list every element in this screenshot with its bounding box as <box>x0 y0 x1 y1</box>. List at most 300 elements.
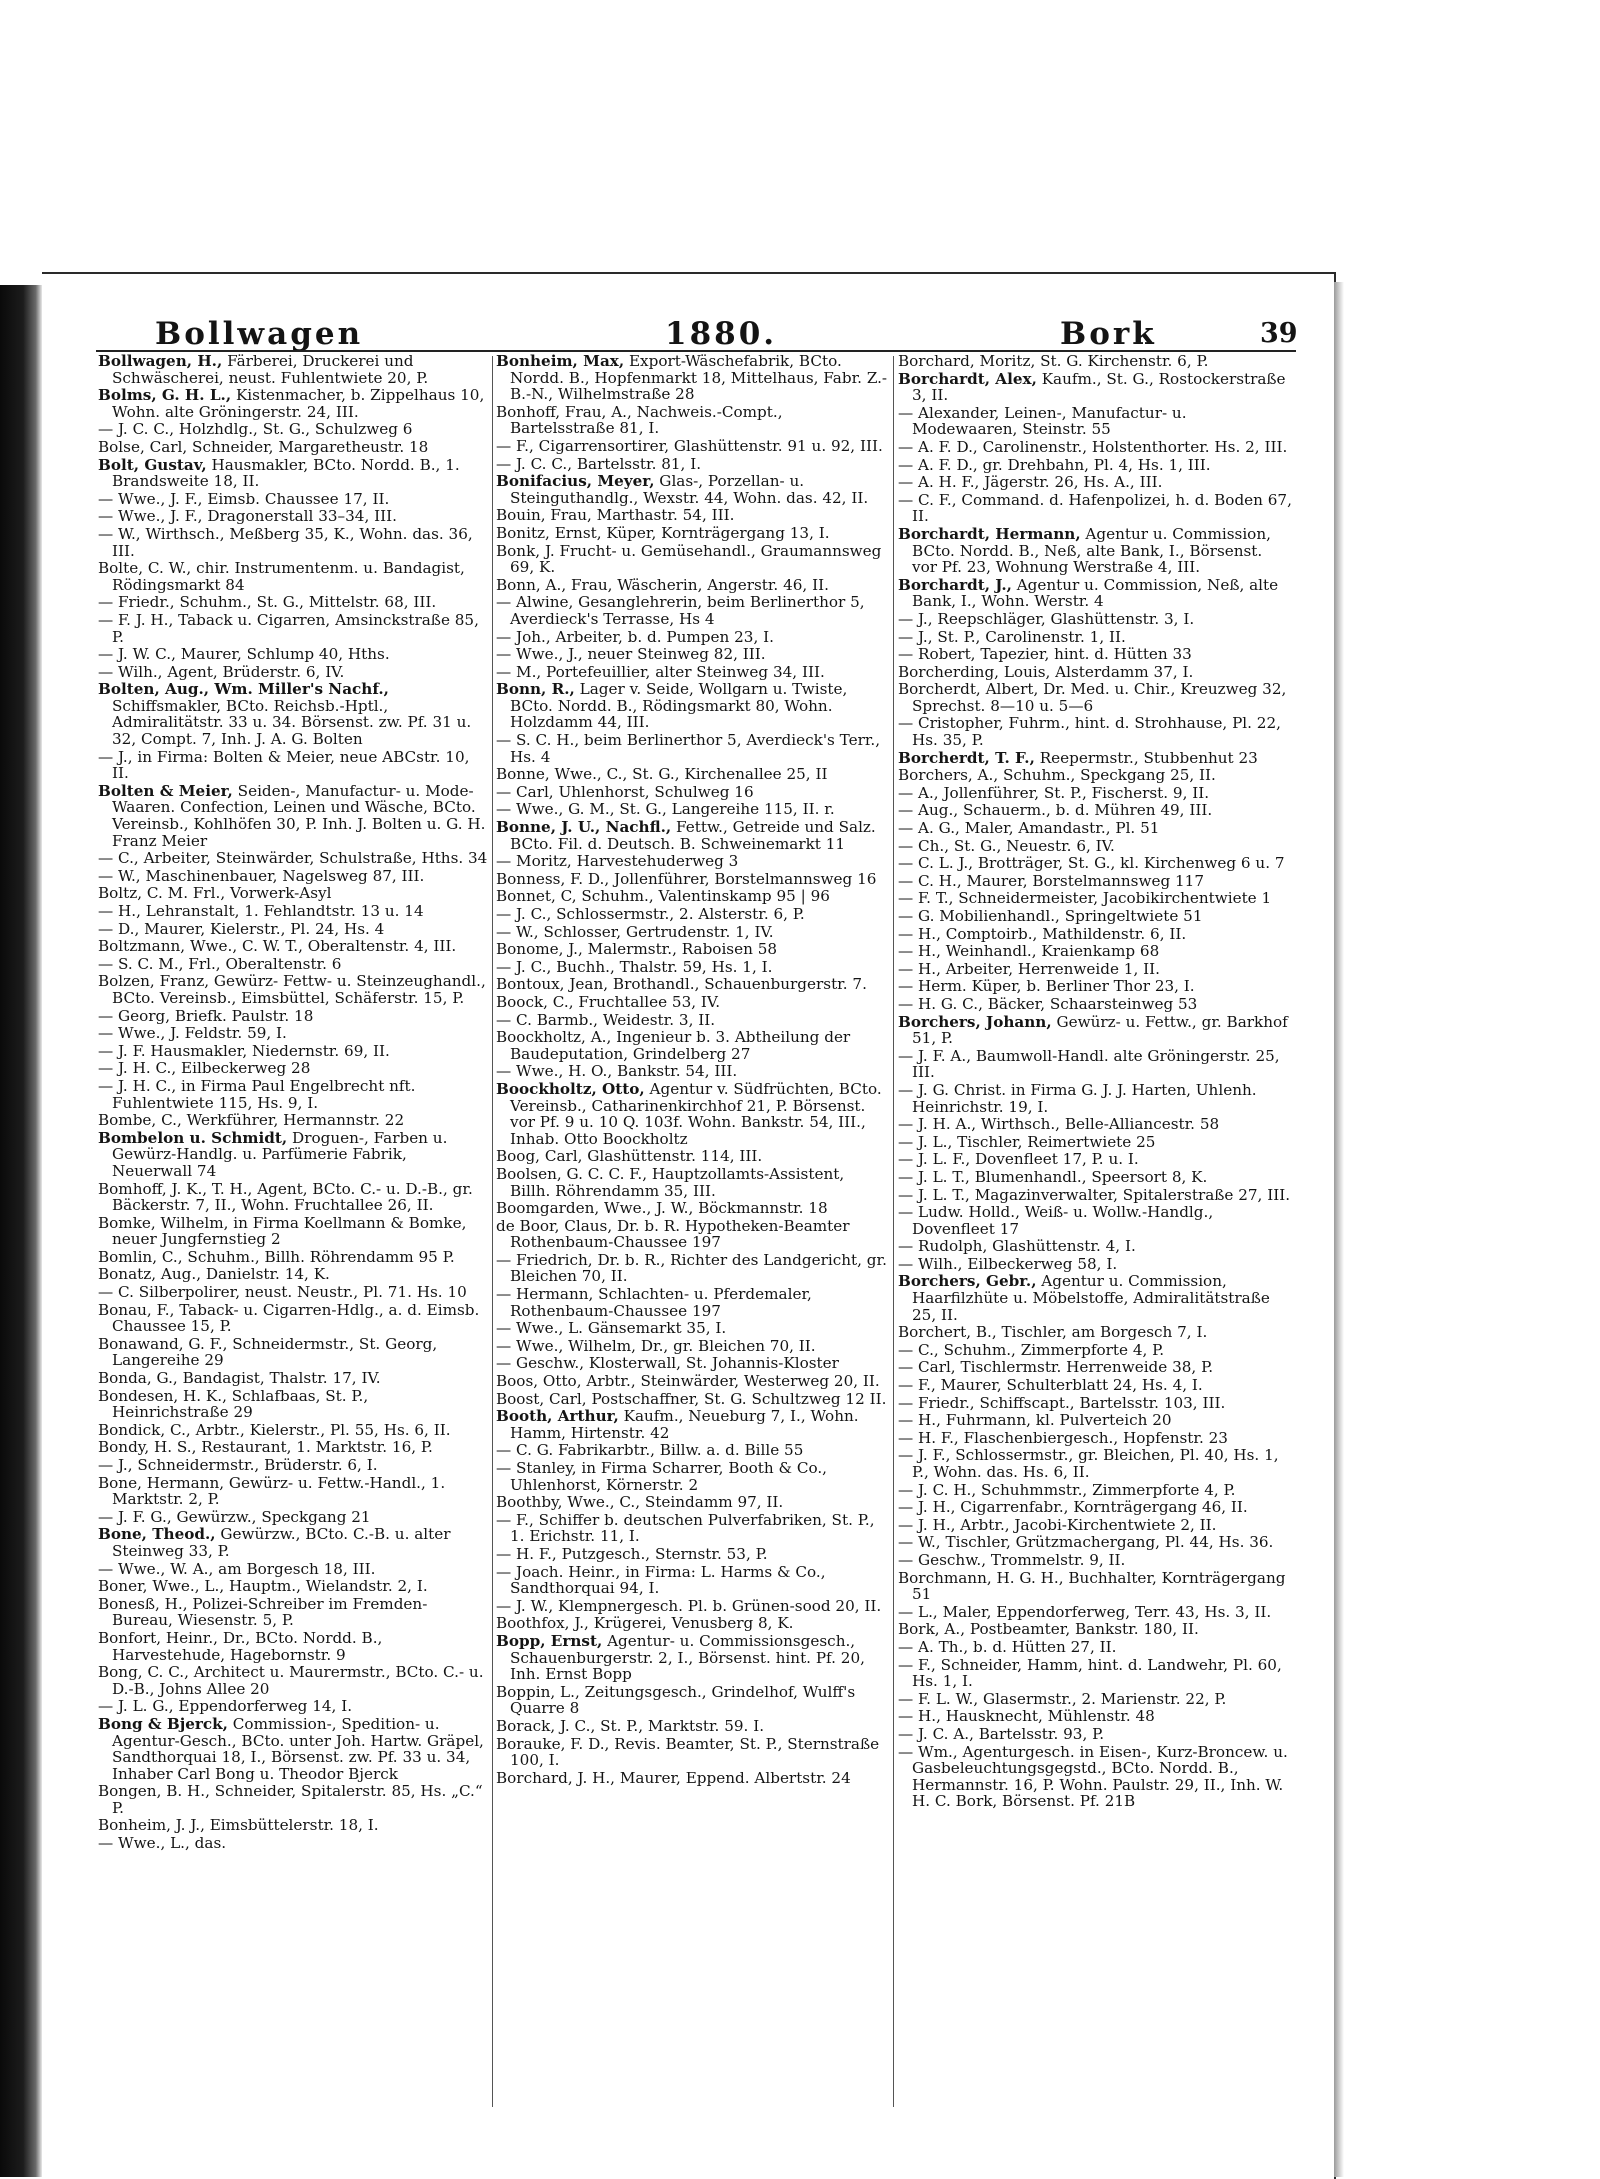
entry-text: Borchmann, H. G. H., Buchhalter, Kornträgergang 51 <box>898 1569 1285 1604</box>
directory-entry <box>98 1078 488 1111</box>
entry-text: — C. Barmb., Weidestr. 3, II. <box>496 1011 715 1029</box>
entry-text: — H., Arbeiter, Herrenweide 1, II. <box>898 960 1160 978</box>
entry-text: — H. F., Flaschenbiergesch., Hopfenstr. 23 <box>898 1429 1228 1447</box>
entry-text: Boockholtz, A., Ingenieur b. 3. Abtheilung der Baudeputation, Grindelberg 27 <box>496 1028 850 1063</box>
directory-entry <box>898 611 1292 628</box>
directory-entry <box>898 681 1292 714</box>
directory-entry <box>898 1082 1292 1115</box>
directory-entry <box>496 1012 888 1029</box>
entry-text: Bonau, F., Taback- u. Cigarren-Hdlg., a. d. Eimsb. Chaussee 15, P. <box>98 1301 479 1336</box>
entry-text: — Alwine, Gesanglehrerin, beim Berlinerthor 5, Averdieck's Terrasse, Hs 4 <box>496 593 865 628</box>
entry-text: Gewürz- u. Fettw., gr. Barkhof 51, P. <box>912 1013 1288 1048</box>
directory-entry <box>898 474 1292 491</box>
entry-text: — J. F. A., Baumwoll-Handl. alte Gröningerstr. 25, III. <box>898 1047 1280 1082</box>
directory-entry <box>898 1726 1292 1743</box>
entry-bold-name: Bollwagen, H., <box>98 353 222 370</box>
entry-bold-name: Borchardt, J., <box>898 576 1012 594</box>
directory-entry <box>898 1151 1292 1168</box>
entry-text: — J. F. Hausmakler, Niedernstr. 69, II. <box>98 1042 390 1060</box>
directory-entry <box>496 1166 888 1199</box>
directory-entry <box>496 1148 888 1165</box>
entry-bold-name: Booth, Arthur, <box>496 1407 619 1425</box>
directory-entry <box>898 926 1292 943</box>
entry-text: Bongen, B. H., Schneider, Spitalerstr. 85, Hs. „C.“ P. <box>98 1782 483 1817</box>
entry-text: — J. H., Cigarrenfabr., Kornträgergang 46, II. <box>898 1498 1248 1516</box>
running-head-year: 1880. <box>665 314 777 354</box>
entry-bold-name: Bonifacius, Meyer, <box>496 472 654 490</box>
page-edge-shadow <box>1334 282 1344 2177</box>
directory-entry <box>496 766 888 783</box>
entry-text: Gewürzw., BCto. C.-B. u. alter Steinweg 33, P. <box>112 1525 451 1560</box>
entry-bold-name: Bonheim, Max, <box>496 353 624 370</box>
entry-text: Borchers, A., Schuhm., Speckgang 25, II. <box>898 766 1216 784</box>
entry-text: Boner, Wwe., L., Hauptm., Wielandstr. 2, I. <box>98 1577 428 1595</box>
directory-entry <box>496 1320 888 1337</box>
entry-text: — Ch., St. G., Neuestr. 6, IV. <box>898 837 1115 855</box>
directory-entry <box>98 646 488 663</box>
directory-entry <box>898 1359 1292 1376</box>
entry-text: — F., Cigarrensortirer, Glashüttenstr. 91 u. 92, III. <box>496 437 883 455</box>
directory-entry <box>898 1116 1292 1133</box>
directory-entry <box>98 457 488 490</box>
directory-entry <box>98 1284 488 1301</box>
directory-entry <box>898 767 1292 784</box>
entry-text: Borcherding, Louis, Alsterdamm 37, I. <box>898 663 1193 681</box>
directory-entry <box>98 1716 488 1782</box>
directory-entry <box>496 888 888 905</box>
directory-entry <box>898 820 1292 837</box>
entry-text: — S. C. H., beim Berlinerthor 5, Averdieck's Terr., Hs. 4 <box>496 731 880 766</box>
directory-entry <box>496 906 888 923</box>
directory-entry <box>898 1169 1292 1186</box>
entry-text: — C. Silberpolirer, neust. Neustr., Pl. 71. Hs. 10 <box>98 1283 467 1301</box>
entry-text: Bontoux, Jean, Brothandl., Schauenburgerstr. 7. <box>496 975 867 993</box>
entry-text: Färberei, Druckerei und Schwäscherei, neust. Fuhlentwiete 20, P. <box>112 353 428 387</box>
directory-entry <box>98 421 488 438</box>
directory-entry <box>98 1439 488 1456</box>
directory-entry <box>496 681 888 731</box>
entry-text: Bonne, Wwe., C., St. G., Kirchenallee 25, II <box>496 765 827 783</box>
directory-entry <box>98 1215 488 1248</box>
directory-entry <box>496 594 888 627</box>
directory-entry <box>98 1112 488 1129</box>
entry-text: Bonk, J. Frucht- u. Gemüsehandl., Graumannsweg 69, K. <box>496 542 881 577</box>
directory-entry <box>898 1395 1292 1412</box>
entry-bold-name: Bolms, G. H. L., <box>98 386 231 404</box>
directory-entry <box>898 1552 1292 1569</box>
directory-entry <box>496 1460 888 1493</box>
entry-text: — Ludw. Holld., Weiß- u. Wollw.-Handlg., Dovenfleet 17 <box>898 1203 1213 1238</box>
directory-entry <box>898 890 1292 907</box>
entry-text: Bondesen, H. K., Schlafbaas, St. P., Heinrichstraße 29 <box>98 1387 368 1422</box>
entry-text: — Wm., Agenturgesch. in Eisen-, Kurz-Broncew. u. Gasbeleuchtungsgegstd., BCto. Nordd. B., Hermannstr. 16, P. Wohn. Paulstr. 29, II., Inh. W. H. C. Bork, Börsenst. Pf. 21B <box>898 1743 1288 1811</box>
entry-text: — M., Portefeuillier, alter Steinweg 34, III. <box>496 663 825 681</box>
directory-entry <box>496 732 888 765</box>
entry-text: — Wwe., J., neuer Steinweg 82, III. <box>496 645 766 663</box>
directory-column-3 <box>898 353 1292 2107</box>
entry-text: — H., Hausknecht, Mühlenstr. 48 <box>898 1707 1155 1725</box>
directory-entry <box>898 1014 1292 1047</box>
entry-text: Seiden-, Manufactur- u. Mode-Waaren. Confection, Leinen und Wäsche, BCto. Vereinsb., Kohlhöfen 30, P. Inh. J. Bolten u. G. H. Franz Meier <box>112 782 485 850</box>
directory-entry <box>898 629 1292 646</box>
entry-text: Boock, C., Fruchtallee 53, IV. <box>496 993 720 1011</box>
entry-text: — J. G. Christ. in Firma G. J. J. Harten, Uhlenh. Heinrichstr. 19, I. <box>898 1081 1257 1116</box>
entry-text: — C., Schuhm., Zimmerpforte 4, P. <box>898 1341 1164 1359</box>
entry-text: — Geschw., Klosterwall, St. Johannis-Kloster <box>496 1354 839 1372</box>
directory-entry <box>496 976 888 993</box>
directory-entry <box>898 750 1292 767</box>
entry-text: — A. F. D., Carolinenstr., Holstenthorter. Hs. 2, III. <box>898 438 1287 456</box>
entry-text: Borchard, J. H., Maurer, Eppend. Albertstr. 24 <box>496 1769 851 1787</box>
entry-text: Bonawand, G. F., Schneidermstr., St. Georg, Langereihe 29 <box>98 1335 437 1370</box>
entry-bold-name: Borchers, Johann, <box>898 1013 1052 1031</box>
entry-text: Kistenmacher, b. Zippelhaus 10, Wohn. alte Gröningerstr. 24, III. <box>112 386 484 421</box>
directory-entry <box>898 1377 1292 1394</box>
entry-text: Boolsen, G. C. C. F., Hauptzollamts-Assistent, Billh. Röhrendamm 35, III. <box>496 1165 844 1200</box>
entry-text: Bonfort, Heinr., Dr., BCto. Nordd. B., Harvestehude, Hagebornstr. 9 <box>98 1629 382 1664</box>
entry-text: Borack, J. C., St. P., Marktstr. 59. I. <box>496 1717 764 1735</box>
directory-entry <box>898 1187 1292 1204</box>
directory-entry <box>496 1200 888 1217</box>
directory-entry <box>898 715 1292 748</box>
directory-entry <box>98 526 488 559</box>
directory-entry <box>496 1598 888 1615</box>
entry-text: — H., Weinhandl., Kraienkamp 68 <box>898 942 1159 960</box>
entry-text: Bonome, J., Malermstr., Raboisen 58 <box>496 940 777 958</box>
directory-entry <box>496 1373 888 1390</box>
directory-entry <box>98 850 488 867</box>
directory-entry <box>898 1534 1292 1551</box>
entry-text: — J. L. G., Eppendorferweg 14, I. <box>98 1697 352 1715</box>
directory-entry <box>496 1081 888 1147</box>
entry-text: — Wwe., L., das. <box>98 1834 226 1852</box>
entry-text: Bonatz, Aug., Danielstr. 14, K. <box>98 1265 330 1283</box>
entry-text: — J. W. C., Maurer, Schlump 40, Hths. <box>98 645 390 663</box>
directory-entry <box>898 1134 1292 1151</box>
entry-text: — W., Tischler, Grützmachergang, Pl. 44, Hs. 36. <box>898 1533 1273 1551</box>
entry-text: Agentur v. Südfrüchten, BCto. Vereinsb., Catharinenkirchhof 21, P. Börsenst. vor Pf. 9 u. 10 Q. 103f. Wohn. Bankstr. 54, III., Inhab. Otto Boockholtz <box>510 1080 882 1148</box>
entry-text: — H. F., Putzgesch., Sternstr. 53, P. <box>496 1545 768 1563</box>
directory-entry <box>496 1218 888 1251</box>
directory-entry <box>98 1370 488 1387</box>
entry-text: Bolte, C. W., chir. Instrumentenm. u. Bandagist, Rödingsmarkt 84 <box>98 559 465 594</box>
entry-text: Bonness, F. D., Jollenführer, Borstelmannsweg 16 <box>496 870 876 888</box>
directory-entry <box>898 664 1292 681</box>
entry-text: — Wwe., H. O., Bankstr. 54, III. <box>496 1062 737 1080</box>
directory-entry <box>496 507 888 524</box>
directory-entry <box>496 438 888 455</box>
entry-text: — J. C. C., Holzhdlg., St. G., Schulzweg 6 <box>98 420 412 438</box>
directory-entry <box>496 404 888 437</box>
directory-entry <box>496 959 888 976</box>
directory-entry <box>898 1708 1292 1725</box>
directory-entry <box>898 1570 1292 1603</box>
directory-entry <box>898 873 1292 890</box>
directory-entry <box>898 492 1292 525</box>
entry-text: — J. L., Tischler, Reimertwiete 25 <box>898 1133 1155 1151</box>
directory-entry <box>496 1063 888 1080</box>
directory-entry <box>98 903 488 920</box>
entry-text: — A. H. F., Jägerstr. 26, Hs. A., III. <box>898 473 1162 491</box>
entry-text: Boltzmann, Wwe., C. W. T., Oberaltenstr. 4, III. <box>98 937 456 955</box>
directory-entry <box>898 1621 1292 1638</box>
entry-text: Bonnet, C, Schuhm., Valentinskamp 95 | 96 <box>496 887 830 905</box>
directory-entry <box>496 1718 888 1735</box>
entry-text: — L., Maler, Eppendorferweg, Terr. 43, Hs. 3, II. <box>898 1603 1271 1621</box>
directory-entry <box>98 1422 488 1439</box>
directory-entry <box>496 1286 888 1319</box>
entry-text: — C., Arbeiter, Steinwärder, Schulstraße, Hths. 34 <box>98 849 487 867</box>
entry-text: — C. G. Fabrikarbtr., Billw. a. d. Bille 55 <box>496 1441 803 1459</box>
directory-entry <box>898 1273 1292 1323</box>
entry-text: — Wwe., W. A., am Borgesch 18, III. <box>98 1560 375 1578</box>
directory-entry <box>496 473 888 506</box>
entry-text: Bonheim, J. J., Eimsbüttelerstr. 18, I. <box>98 1816 379 1834</box>
entry-text: Bonesß, H., Polizei-Schreiber im Fremden-Bureau, Wiesenstr. 5, P. <box>98 1595 427 1630</box>
directory-entry <box>98 1835 488 1852</box>
entry-text: — C. F., Command. d. Hafenpolizei, h. d. Boden 67, II. <box>898 491 1292 526</box>
entry-text: Bondick, C., Arbtr., Kielerstr., Pl. 55, Hs. 6, II. <box>98 1421 451 1439</box>
directory-entry <box>496 784 888 801</box>
entry-text: Agentur u. Commission, Neß, alte Bank, I., Wohn. Werstr. 4 <box>912 576 1278 611</box>
directory-entry <box>898 978 1292 995</box>
entry-text: — F. L. W., Glasermstr., 2. Marienstr. 22, P. <box>898 1690 1226 1708</box>
entry-text: — Carl, Uhlenhorst, Schulweg 16 <box>496 783 754 801</box>
entry-text: Bombe, C., Werkführer, Hermannstr. 22 <box>98 1111 404 1129</box>
entry-bold-name: Borcherdt, T. F., <box>898 749 1035 767</box>
directory-entry <box>898 1204 1292 1237</box>
entry-text: — J., Schneidermstr., Brüderstr. 6, I. <box>98 1456 378 1474</box>
entry-bold-name: Bombelon u. Schmidt, <box>98 1129 287 1147</box>
entry-text: — W., Wirthsch., Meßberg 35, K., Wohn. das. 36, III. <box>98 525 473 560</box>
directory-entry <box>98 973 488 1006</box>
directory-entry <box>898 1238 1292 1255</box>
entry-text: Bong, C. C., Architect u. Maurermstr., BCto. C.- u. D.-B., Johns Allee 20 <box>98 1663 484 1698</box>
entry-text: Kaufm., St. G., Rostockerstraße 3, II. <box>912 370 1286 405</box>
entry-text: — F. T., Schneidermeister, Jacobikirchentwiete 1 <box>898 889 1271 907</box>
directory-entry <box>898 943 1292 960</box>
entry-text: — A. F. D., gr. Drehbahn, Pl. 4, Hs. 1, III. <box>898 456 1211 474</box>
directory-entry <box>898 526 1292 576</box>
entry-text: — Stanley, in Firma Scharrer, Booth & Co., Uhlenhorst, Körnerstr. 2 <box>496 1459 827 1494</box>
directory-entry <box>898 1048 1292 1081</box>
entry-text: — Hermann, Schlachten- u. Pferdemaler, Rothenbaum-Chaussee 197 <box>496 1285 812 1320</box>
directory-entry <box>98 508 488 525</box>
entry-text: Fettw., Getreide und Salz. BCto. Fil. d. Deutsch. B. Schweinemarkt 11 <box>510 818 876 853</box>
entry-text: — Joh., Arbeiter, b. d. Pumpen 23, I. <box>496 628 774 646</box>
entry-text: Bolse, Carl, Schneider, Margaretheustr. 18 <box>98 438 428 456</box>
directory-entry <box>898 1482 1292 1499</box>
entry-text: — J. L. T., Magazinverwalter, Spitalerstraße 27, III. <box>898 1186 1290 1204</box>
directory-entry <box>98 1181 488 1214</box>
directory-entry <box>98 1526 488 1559</box>
entry-text: Export-Wäschefabrik, BCto. Nordd. B., Hopfenmarkt 18, Mittelhaus, Fabr. Z.-B.-N., Wilhelmstraße 28 <box>510 353 887 403</box>
entry-text: — J. F. G., Gewürzw., Speckgang 21 <box>98 1508 371 1526</box>
directory-entry <box>98 1130 488 1180</box>
entry-text: — F. J. H., Taback u. Cigarren, Amsinckstraße 85, P. <box>98 611 479 646</box>
directory-column-2 <box>496 353 888 2107</box>
directory-entry <box>496 456 888 473</box>
entry-text: Agentur u. Commission, BCto. Nordd. B., Neß, alte Bank, I., Börsenst. vor Pf. 23, Wohnung Werstraße 4, III. <box>912 525 1271 576</box>
directory-entry <box>98 353 488 386</box>
directory-entry <box>496 646 888 663</box>
directory-entry <box>496 924 888 941</box>
entry-text: — J. H. A., Wirthsch., Belle-Alliancestr. 58 <box>898 1115 1219 1133</box>
entry-text: — F., Maurer, Schulterblatt 24, Hs. 4, I. <box>898 1376 1203 1394</box>
directory-entry <box>496 353 888 403</box>
directory-entry <box>496 1029 888 1062</box>
directory-entry <box>898 1657 1292 1690</box>
entry-text: Boog, Carl, Glashüttenstr. 114, III. <box>496 1147 762 1165</box>
directory-entry <box>98 749 488 782</box>
entry-bold-name: Bolt, Gustav, <box>98 456 207 474</box>
entry-text: — W., Maschinenbauer, Nagelsweg 87, III. <box>98 867 424 885</box>
entry-text: — Alexander, Leinen-, Manufactur- u. Modewaaren, Steinstr. 55 <box>898 404 1187 439</box>
entry-text: — Geschw., Trommelstr. 9, II. <box>898 1551 1125 1569</box>
entry-bold-name: Bong & Bjerck, <box>98 1715 228 1733</box>
entry-text: — D., Maurer, Kielerstr., Pl. 24, Hs. 4 <box>98 920 384 938</box>
directory-entry <box>98 1060 488 1077</box>
entry-bold-name: Bolten, Aug., Wm. Miller's Nachf., <box>98 680 389 698</box>
entry-text: — J. W., Klempnergesch. Pl. b. Grünen-sood 20, II. <box>496 1597 881 1615</box>
entry-text: — Wwe., J. F., Dragonerstall 33–34, III. <box>98 507 397 525</box>
entry-text: — Friedr., Schuhm., St. G., Mittelstr. 68, III. <box>98 593 436 611</box>
entry-text: — J. C., Buchh., Thalstr. 59, Hs. 1, I. <box>496 958 772 976</box>
entry-text: — J. F., Schlossermstr., gr. Bleichen, Pl. 40, Hs. 1, P., Wohn. das. Hs. 6, II. <box>898 1446 1279 1481</box>
entry-text: Bonda, G., Bandagist, Thalstr. 17, IV. <box>98 1369 381 1387</box>
directory-entry <box>98 387 488 420</box>
directory-entry <box>898 785 1292 802</box>
column-divider <box>492 356 493 2107</box>
entry-text: Droguen-, Farben u. Gewürz-Handlg. u. Parfümerie Fabrik, Neuerwall 74 <box>112 1129 447 1180</box>
entry-text: — Cristopher, Fuhrm., hint. d. Strohhause, Pl. 22, Hs. 35, P. <box>898 714 1281 749</box>
directory-entry <box>496 1770 888 1787</box>
directory-entry <box>898 961 1292 978</box>
directory-entry <box>98 956 488 973</box>
directory-entry <box>496 1684 888 1717</box>
entry-text: Boppin, L., Zeitungsgesch., Grindelhof, Wulff's Quarre 8 <box>496 1683 855 1718</box>
entry-bold-name: Borchardt, Alex, <box>898 370 1037 388</box>
entry-text: Boost, Carl, Postschaffner, St. G. Schultzweg 12 II. <box>496 1390 886 1408</box>
entry-text: Bouin, Frau, Marthastr. 54, III. <box>496 506 734 524</box>
entry-text: — G. Mobilienhandl., Springeltwiete 51 <box>898 907 1202 925</box>
entry-text: Commission-, Spedition- u. Agentur-Gesch., BCto. unter Joh. Hartw. Gräpel, Sandthorquai 18, I., Börsenst. zw. Pf. 33 u. 34, Inhaber Carl Bong u. Theodor Bjerck <box>112 1715 484 1783</box>
directory-entry <box>898 371 1292 404</box>
directory-entry <box>496 1494 888 1511</box>
entry-text: — J. C. H., Schuhmmstr., Zimmerpforte 4, P. <box>898 1481 1235 1499</box>
directory-entry <box>98 491 488 508</box>
entry-text: — Wwe., G. M., St. G., Langereihe 115, II. r. <box>496 800 835 818</box>
entry-text: — H. G. C., Bäcker, Schaarsteinweg 53 <box>898 995 1197 1013</box>
entry-text: Lager v. Seide, Wollgarn u. Twiste, BCto. Nordd. B., Rödingsmarkt 80, Wohn. Holzdamm 44, III. <box>510 680 847 731</box>
directory-entry <box>496 577 888 594</box>
directory-entry <box>496 543 888 576</box>
entry-text: de Boor, Claus, Dr. b. R. Hypotheken-Beamter Rothenbaum-Chaussee 197 <box>496 1217 850 1252</box>
directory-entry <box>98 1664 488 1697</box>
entry-text: — A. Th., b. d. Hütten 27, II. <box>898 1638 1116 1656</box>
directory-entry <box>98 1561 488 1578</box>
running-head-first-entry: Bollwagen <box>155 314 363 354</box>
directory-entry <box>98 1783 488 1816</box>
directory-entry <box>98 1630 488 1663</box>
directory-entry <box>98 1302 488 1335</box>
entry-text: — C. H., Maurer, Borstelmannsweg 117 <box>898 872 1204 890</box>
directory-entry <box>496 1408 888 1441</box>
directory-entry <box>98 1817 488 1834</box>
entry-text: — J. L. T., Blumenhandl., Speersort 8, K. <box>898 1168 1207 1186</box>
entry-text: Bomke, Wilhelm, in Firma Koellmann & Bomke, neuer Jungfernstieg 2 <box>98 1214 466 1249</box>
entry-text: Agentur- u. Commissionsgesch., Schauenburgerstr. 2, I., Börsenst. hint. Pf. 20, Inh. Ernst Bopp <box>510 1632 865 1683</box>
entry-text: Bonitz, Ernst, Küper, Kornträgergang 13, I. <box>496 524 830 542</box>
directory-entry <box>496 1391 888 1408</box>
entry-text: Boos, Otto, Arbtr., Steinwärder, Westerweg 20, II. <box>496 1372 880 1390</box>
directory-entry <box>496 801 888 818</box>
directory-entry <box>98 1249 488 1266</box>
entry-text: — Wilh., Eilbeckerweg 58, I. <box>898 1255 1117 1273</box>
entry-text: Bonhoff, Frau, A., Nachweis.-Compt., Bartelsstraße 81, I. <box>496 403 783 438</box>
entry-text: Bomhoff, J. K., T. H., Agent, BCto. C.- u. D.-B., gr. Bäckerstr. 7, II., Wohn. Fruchtallee 26, II. <box>98 1180 473 1215</box>
entry-text: — J. C. C., Bartelsstr. 81, I. <box>496 455 701 473</box>
entry-text: — W., Schlosser, Gertrudenstr. 1, IV. <box>496 923 774 941</box>
entry-text: — H., Comptoirb., Mathildenstr. 6, II. <box>898 925 1186 943</box>
directory-entry <box>98 1475 488 1508</box>
entry-text: — J. C. A., Bartelsstr. 93, P. <box>898 1725 1104 1743</box>
entry-text: Bork, A., Postbeamter, Bankstr. 180, II. <box>898 1620 1199 1638</box>
entry-bold-name: Bopp, Ernst, <box>496 1632 602 1650</box>
directory-entry <box>496 664 888 681</box>
entry-text: — Joach. Heinr., in Firma: L. Harms & Co., Sandthorquai 94, I. <box>496 1563 826 1598</box>
entry-text: Borchard, Moritz, St. G. Kirchenstr. 6, P. <box>898 353 1208 370</box>
directory-entry <box>898 1412 1292 1429</box>
entry-text: Reepermstr., Stubbenhut 23 <box>1035 749 1258 767</box>
entry-text: — J. C., Schlossermstr., 2. Alsterstr. 6, P. <box>496 905 805 923</box>
entry-text: Kaufm., Neueburg 7, I., Wohn. Hamm, Hirtenstr. 42 <box>510 1407 859 1442</box>
entry-bold-name: Bone, Theod., <box>98 1525 216 1543</box>
directory-entry <box>898 1744 1292 1810</box>
directory-entry <box>898 646 1292 663</box>
entry-text: — F., Schneider, Hamm, hint. d. Landwehr, Pl. 60, Hs. 1, I. <box>898 1656 1282 1691</box>
entry-text: — Wwe., L. Gänsemarkt 35, I. <box>496 1319 726 1337</box>
entry-text: Borcherdt, Albert, Dr. Med. u. Chir., Kreuzweg 32, Sprechst. 8—10 u. 5—6 <box>898 680 1286 715</box>
entry-text: Bondy, H. S., Restaurant, 1. Marktstr. 16, P. <box>98 1438 433 1456</box>
directory-entry <box>898 1430 1292 1447</box>
directory-entry <box>496 1736 888 1769</box>
entry-text: — J., St. P., Carolinenstr. 1, II. <box>898 628 1126 646</box>
directory-entry <box>496 1512 888 1545</box>
directory-entry <box>98 868 488 885</box>
entry-text: — H., Lehranstalt, 1. Fehlandtstr. 13 u. 14 <box>98 902 424 920</box>
directory-entry <box>898 1324 1292 1341</box>
entry-text: — Rudolph, Glashüttenstr. 4, I. <box>898 1237 1136 1255</box>
running-head-last-entry: Bork <box>1060 314 1157 354</box>
entry-text: — H., Fuhrmann, kl. Pulverteich 20 <box>898 1411 1172 1429</box>
directory-entry <box>496 941 888 958</box>
directory-entry <box>898 457 1292 474</box>
directory-entry <box>496 629 888 646</box>
directory-entry <box>898 1499 1292 1516</box>
directory-entry <box>496 1615 888 1632</box>
entry-text: Boltz, C. M. Frl., Vorwerk-Asyl <box>98 884 332 902</box>
directory-entry <box>898 1342 1292 1359</box>
directory-entry <box>496 1564 888 1597</box>
directory-entry <box>496 525 888 542</box>
directory-entry <box>98 1698 488 1715</box>
directory-entry <box>496 871 888 888</box>
directory-entry <box>98 921 488 938</box>
directory-entry <box>496 1633 888 1683</box>
column-divider <box>893 356 894 2107</box>
entry-bold-name: Bonne, J. U., Nachfl., <box>496 818 671 836</box>
